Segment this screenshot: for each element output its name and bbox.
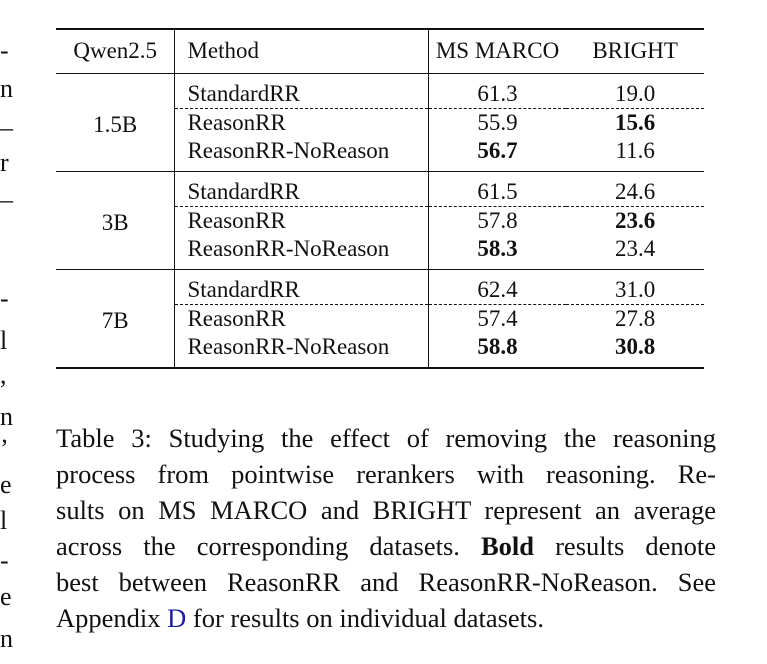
header-model-size: Qwen2.5 — [56, 29, 175, 73]
bright-cell-bold — [566, 333, 704, 368]
caption-bold-word: Bold — [481, 531, 535, 561]
caption-line: best between ReasonRR and ReasonRR-NoReason. See — [56, 567, 716, 597]
method-cell: ReasonRR-NoReason — [175, 137, 428, 172]
bold-value: 30.8 — [615, 333, 656, 359]
caption-text: Appendix — [56, 603, 161, 633]
method-cell: ReasonRR — [175, 304, 428, 333]
margin-glyph: ’ — [0, 434, 9, 463]
ms-marco-cell: 57.8 — [428, 206, 566, 235]
table-row — [56, 269, 704, 304]
margin-glyph: l — [0, 326, 8, 355]
margin-glyph: , — [0, 360, 7, 389]
margin-glyph: - — [0, 284, 9, 313]
ms-marco-cell-bold — [428, 235, 566, 270]
bold-value: 58.3 — [477, 235, 518, 261]
bold-value: 56.7 — [477, 137, 518, 163]
group-7b — [56, 269, 704, 368]
table-header-row — [56, 29, 704, 73]
bold-value: 58.8 — [477, 333, 518, 359]
margin-glyph: n — [0, 74, 13, 103]
ms-marco-cell: 61.5 — [428, 171, 566, 206]
method-cell: ReasonRR — [175, 206, 428, 235]
ms-marco-cell-bold — [428, 333, 566, 368]
header-ms-marco: MS MARCO — [428, 29, 566, 73]
margin-glyph: e — [0, 582, 12, 611]
bright-cell: 23.4 — [566, 235, 704, 270]
bright-cell: 31.0 — [566, 269, 704, 304]
results-table — [56, 28, 704, 369]
ms-marco-cell: 57.4 — [428, 304, 566, 333]
group-label: 3B — [56, 171, 175, 269]
bright-cell-bold — [566, 206, 704, 235]
margin-glyph: e — [0, 470, 12, 499]
bright-cell: 24.6 — [566, 171, 704, 206]
caption-text: for results on individual datasets. — [192, 603, 544, 633]
bold-value: 15.6 — [615, 109, 656, 135]
method-cell: ReasonRR-NoReason — [175, 235, 428, 270]
bright-cell: 11.6 — [566, 137, 704, 172]
bright-cell: 27.8 — [615, 305, 656, 331]
caption-text: results denote — [555, 531, 717, 561]
method-cell: ReasonRR-NoReason — [175, 333, 428, 368]
margin-glyph: n — [0, 402, 13, 431]
method-cell: StandardRR — [175, 171, 428, 206]
caption-line: process from pointwise rerankers with reasoning. Re- — [56, 459, 716, 489]
margin-glyph: - — [0, 36, 9, 65]
ms-marco-cell: 55.9 — [428, 108, 566, 137]
method-cell: StandardRR — [175, 73, 428, 108]
ms-marco-cell: 61.3 — [428, 73, 566, 108]
header-method: Method — [175, 29, 428, 73]
caption-line — [56, 528, 716, 564]
ms-marco-cell-bold — [428, 137, 566, 172]
bold-value: 23.6 — [615, 207, 656, 233]
bright-cell: 19.0 — [566, 73, 704, 108]
group-label: 1.5B — [56, 73, 175, 171]
table-caption — [56, 420, 716, 636]
margin-glyphs — [0, 0, 14, 664]
margin-glyph: n — [0, 624, 13, 653]
margin-glyph: - — [0, 546, 9, 575]
group-label: 7B — [56, 269, 175, 368]
caption-text: across the corresponding datasets. — [56, 531, 460, 561]
table-row — [56, 171, 704, 206]
caption-line — [56, 600, 716, 636]
ms-marco-cell: 62.4 — [428, 269, 566, 304]
margin-glyph: _ — [0, 176, 13, 205]
margin-glyph: r — [0, 148, 9, 177]
table-row — [56, 73, 704, 108]
caption-line: Table 3: Studying the effect of removing the reasoning — [56, 423, 716, 453]
margin-glyph: l — [0, 506, 8, 535]
method-cell: StandardRR — [175, 269, 428, 304]
group-3b — [56, 171, 704, 269]
margin-glyph: _ — [0, 104, 13, 133]
bright-cell-bold — [566, 108, 704, 137]
header-bright: BRIGHT — [566, 29, 704, 73]
appendix-link[interactable]: D — [167, 603, 187, 633]
group-1-5b — [56, 73, 704, 171]
method-cell: ReasonRR — [175, 108, 428, 137]
caption-line: sults on MS MARCO and BRIGHT represent an average — [56, 495, 716, 525]
